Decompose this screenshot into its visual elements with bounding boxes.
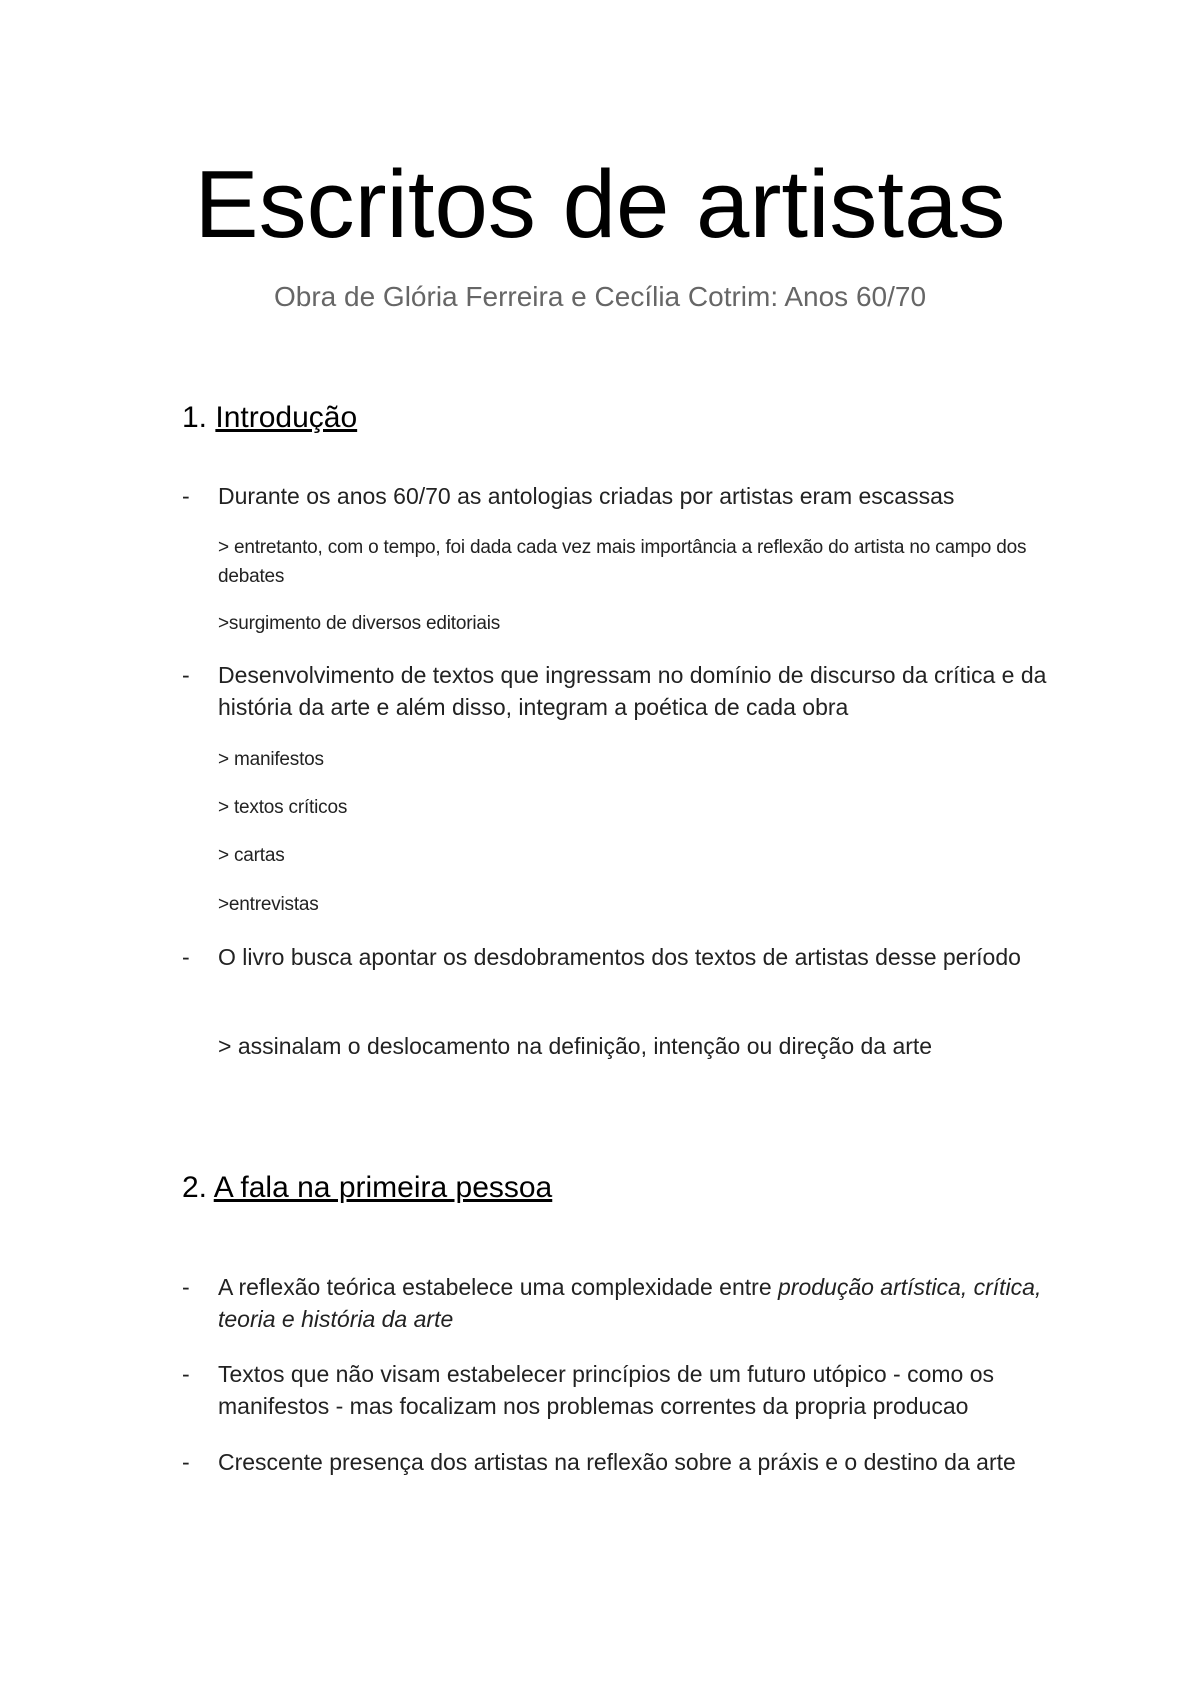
bullet-item (182, 480, 1062, 512)
section-title: Introdução (215, 401, 358, 434)
bullet-item (182, 1446, 1062, 1478)
bullet-text: Durante os anos 60/70 as antologias criadas por artistas eram escassas (218, 483, 955, 509)
bullet-dash: - (182, 483, 190, 509)
bullet-text: Crescente presença dos artistas na reflexão sobre a práxis e o destino da arte (218, 1449, 1016, 1475)
bullet-dash: - (182, 662, 190, 688)
document-subtitle: Obra de Glória Ferreira e Cecília Cotrim: Anos 60/70 (273, 281, 927, 312)
sub-item: > textos críticos (218, 797, 348, 818)
bullet-dash: - (182, 1449, 190, 1475)
sub-item: >surgimento de diversos editoriais (218, 613, 501, 634)
section-number: 1. (182, 401, 208, 434)
bullet-text: Textos que não visam estabelecer princípios de um futuro utópico - como os manifestos - mas focalizam nos problemas correntes da propria producao (218, 1361, 995, 1419)
bullet-item (182, 941, 1062, 973)
sub-item: > entretanto, com o tempo, foi dada cada vez mais importância a reflexão do artista no campo dos debates (218, 537, 1027, 587)
bullet-item (182, 1271, 1062, 1335)
bullet-text: O livro busca apontar os desdobramentos dos textos de artistas desse período (218, 944, 1021, 970)
document-title: Escritos de artistas (194, 151, 1006, 258)
sub-item: > assinalam o deslocamento na definição, intenção ou direção da arte (218, 1033, 933, 1059)
sub-item: > manifestos (218, 749, 324, 770)
bullet-text: Desenvolvimento de textos que ingressam no domínio de discurso da crítica e da história da arte e além disso, integram a poética de cada obra (218, 662, 1047, 720)
bullet-item (182, 1358, 1062, 1422)
section-title: A fala na primeira pessoa (213, 1171, 553, 1204)
sub-item: >entrevistas (218, 894, 319, 915)
section-heading-fala-primeira-pessoa (182, 1170, 552, 1206)
section-number: 2. (182, 1171, 208, 1204)
bullet-item (182, 659, 1062, 723)
bullet-dash: - (182, 1274, 190, 1300)
bullet-text (218, 1271, 1062, 1335)
sub-item: > cartas (218, 845, 285, 866)
bullet-dash: - (182, 1361, 190, 1387)
section-heading-introducao (182, 400, 357, 436)
bullet-text-italic: produção artística, crítica, teoria e história da arte (218, 1274, 1042, 1332)
bullet-text-regular: A reflexão teórica estabelece uma complexidade entre (218, 1274, 778, 1300)
bullet-dash: - (182, 944, 190, 970)
